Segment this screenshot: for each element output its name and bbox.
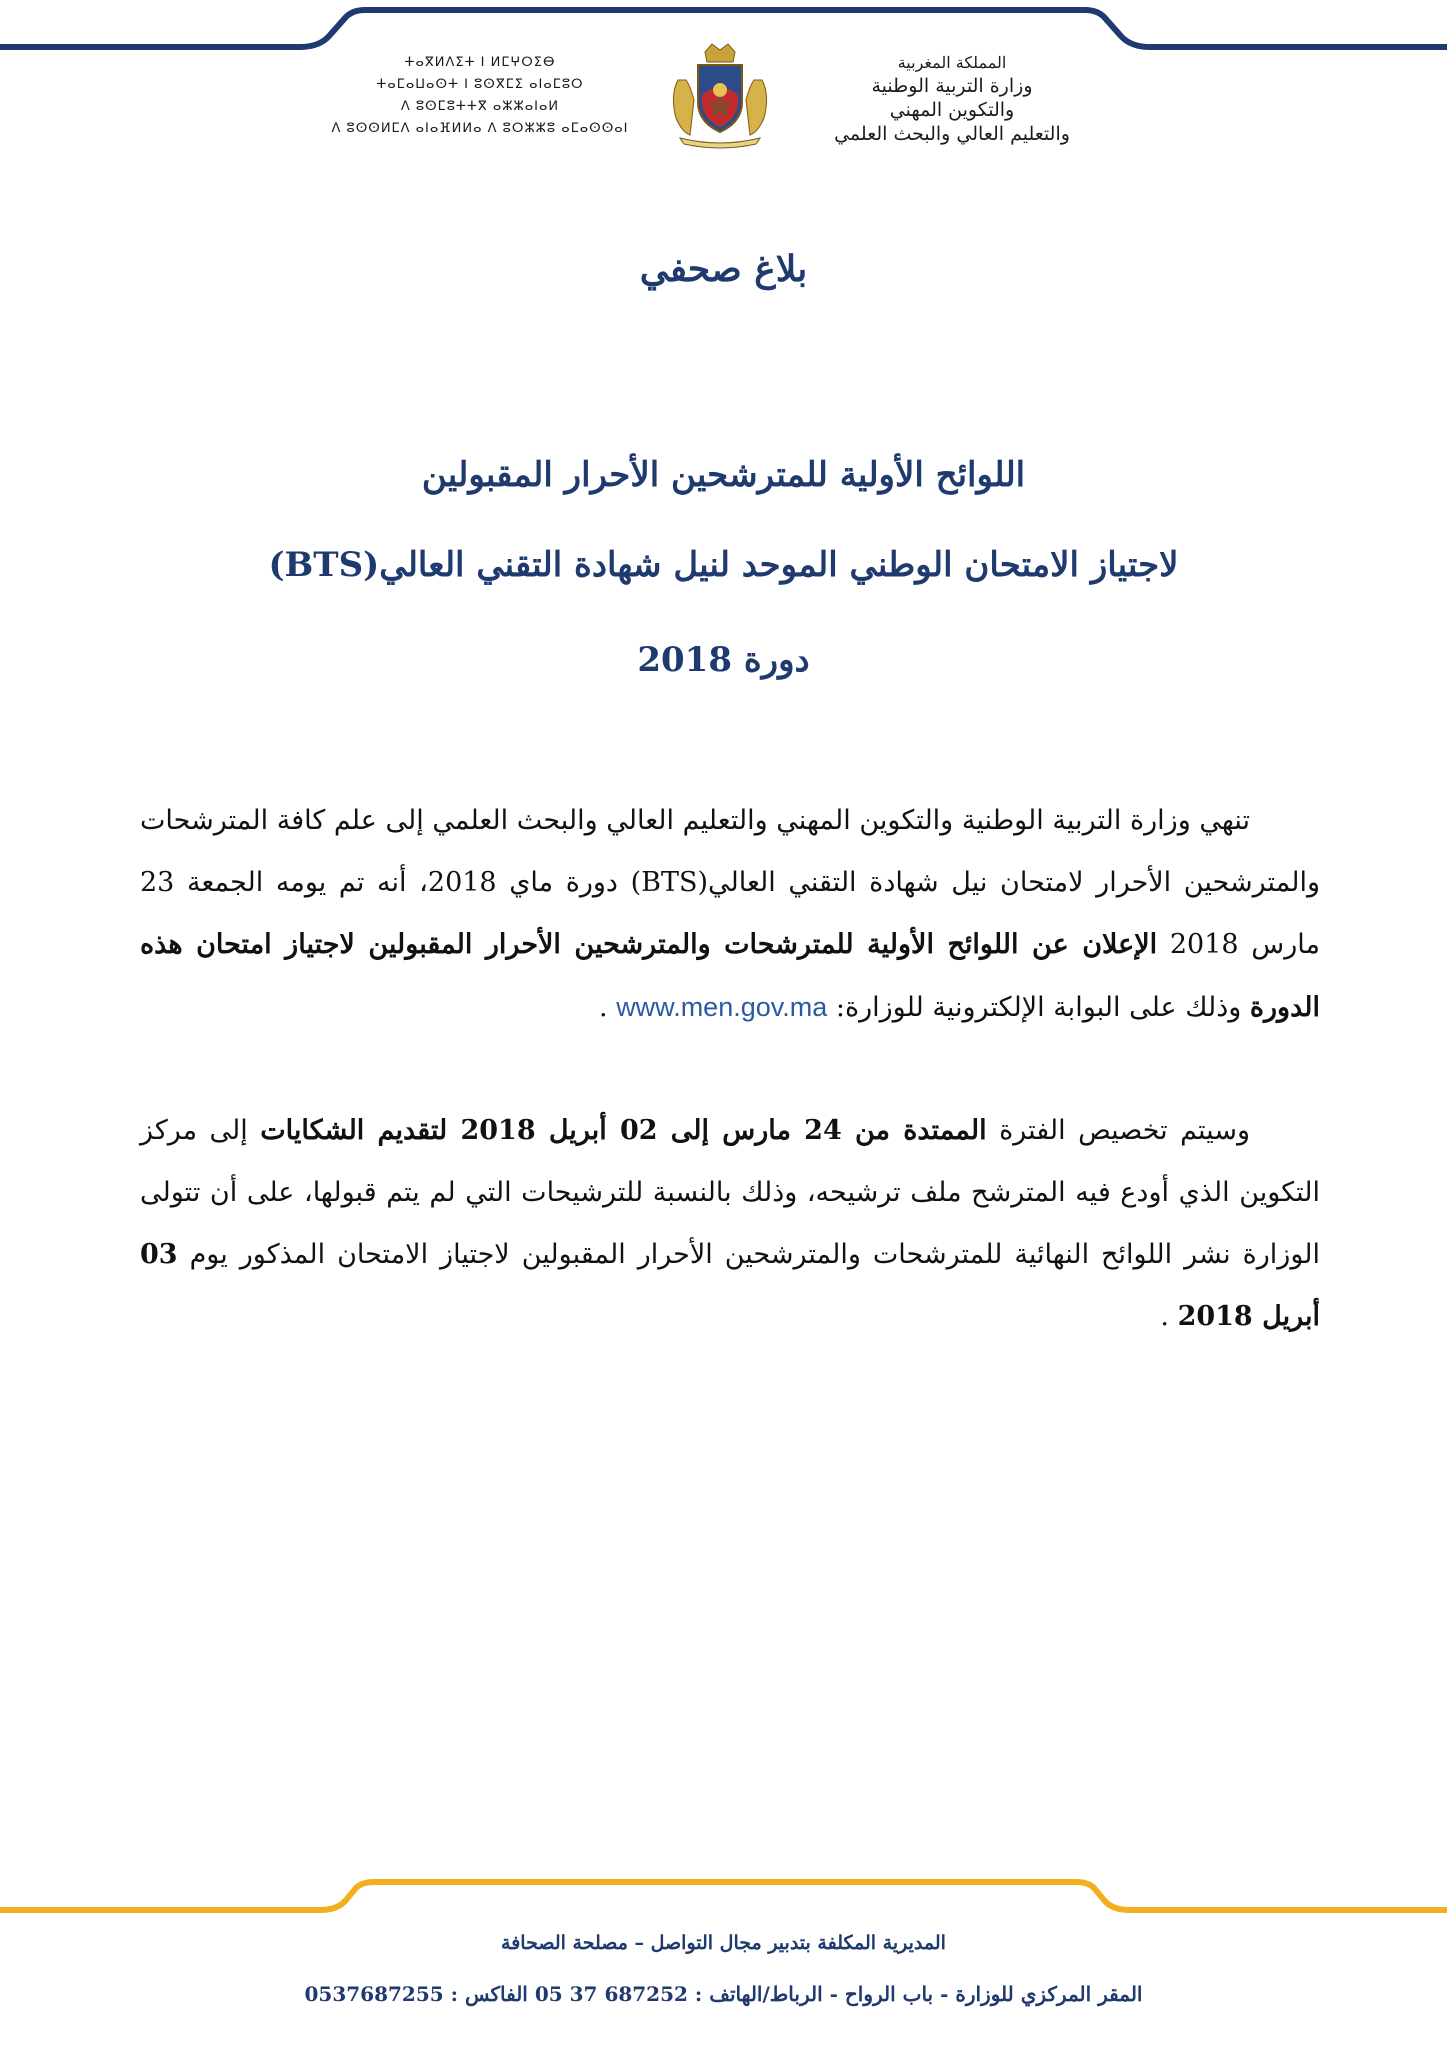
ministry-name-tifinagh xyxy=(315,52,645,140)
footer-contact: المقر المركزي للوزارة - باب الرواح - الرباط/الهاتف : 687252 37 05 الفاكس : 0537687255 xyxy=(304,1982,1143,2006)
paragraph2-end: . xyxy=(1160,1301,1178,1332)
paragraph1-bold: الإعلان عن اللوائح الأولية للمترشحات والمترشحين الأحرار المقبولين لاجتياز امتحان هذه الدورة xyxy=(140,929,1320,1023)
ministry-line-1: وزارة التربية الوطنية xyxy=(871,75,1033,97)
tifinagh-line-3: ⴷ ⵓⵙⵎⵓⵜⵜⴳ ⴰⵣⵣⴰⵏⴰⵍ xyxy=(400,99,560,114)
paragraph2-text-1: وسيتم تخصيص الفترة xyxy=(986,1115,1250,1146)
title-line-1: اللوائح الأولية للمترشحين الأحرار المقبولين xyxy=(421,455,1026,495)
kingdom-label: المملكة المغربية xyxy=(897,53,1007,72)
ministry-line-3: والتعليم العالي والبحث العلمي xyxy=(834,123,1070,145)
paragraph-announcement xyxy=(140,790,1320,1039)
moroccan-coat-of-arms-icon xyxy=(660,40,780,150)
paragraph1-text-1: تنهي وزارة التربية الوطنية والتكوين المهني والتعليم العالي والبحث العلمي إلى علم كافة المترشحات والمترشحين الأحرار لامتحان نيل شهادة التقني العالي(BTS) دورة ماي 2018، أنه تم يومه الجمعة 23 مارس 2018 xyxy=(140,805,1320,960)
paragraph2-bold-date: 03 أبريل 2018 xyxy=(140,1239,1320,1332)
ministry-line-2: والتكوين المهني xyxy=(889,99,1015,121)
paragraph2-bold-period: الممتدة من 24 مارس إلى 02 أبريل 2018 لتقديم الشكايات xyxy=(260,1115,987,1146)
paragraph1-text-2: وذلك على البوابة الإلكترونية للوزارة: xyxy=(827,992,1250,1023)
title-line-3: دورة 2018 xyxy=(637,640,810,680)
bottom-footer-border xyxy=(0,1878,1447,1918)
press-release-label: بلاغ صحفي xyxy=(639,248,808,290)
ministry-name-arabic xyxy=(787,52,1117,146)
tifinagh-line-1: ⵜⴰⴳⵍⴷⵉⵜ ⵏ ⵍⵎⵖⵔⵉⴱ xyxy=(404,55,556,70)
paragraph1-end: . xyxy=(599,992,617,1023)
footer-directorate: المديرية المكلفة بتدبير مجال التواصل – مصلحة الصحافة xyxy=(501,1932,946,1954)
ministry-website-link[interactable]: www.men.gov.ma xyxy=(616,992,828,1022)
paragraph2-text-2: إلى مركز التكوين الذي أودع فيه المترشح ملف ترشيحه، وذلك بالنسبة للترشيحات التي لم يتم قبولها، على أن تتولى الوزارة نشر اللوائح النهائية للمترشحات والمترشحين الأحرار المقبولين لاجتياز الامتحان المذكور يوم xyxy=(140,1115,1320,1270)
paragraph-complaints xyxy=(140,1100,1320,1348)
tifinagh-line-4: ⴷ ⵓⵙⵙⵍⵎⴷ ⴰⵏⴰⴼⵍⵍⴰ ⴷ ⵓⵔⵣⵣⵓ ⴰⵎⴰⵙⵙⴰⵏ xyxy=(331,121,629,136)
title-line-2: لاجتياز الامتحان الوطني الموحد لنيل شهادة التقني العالي(BTS) xyxy=(268,545,1179,585)
tifinagh-line-2: ⵜⴰⵎⴰⵡⴰⵙⵜ ⵏ ⵓⵙⴳⵎⵉ ⴰⵏⴰⵎⵓⵔ xyxy=(376,77,584,92)
